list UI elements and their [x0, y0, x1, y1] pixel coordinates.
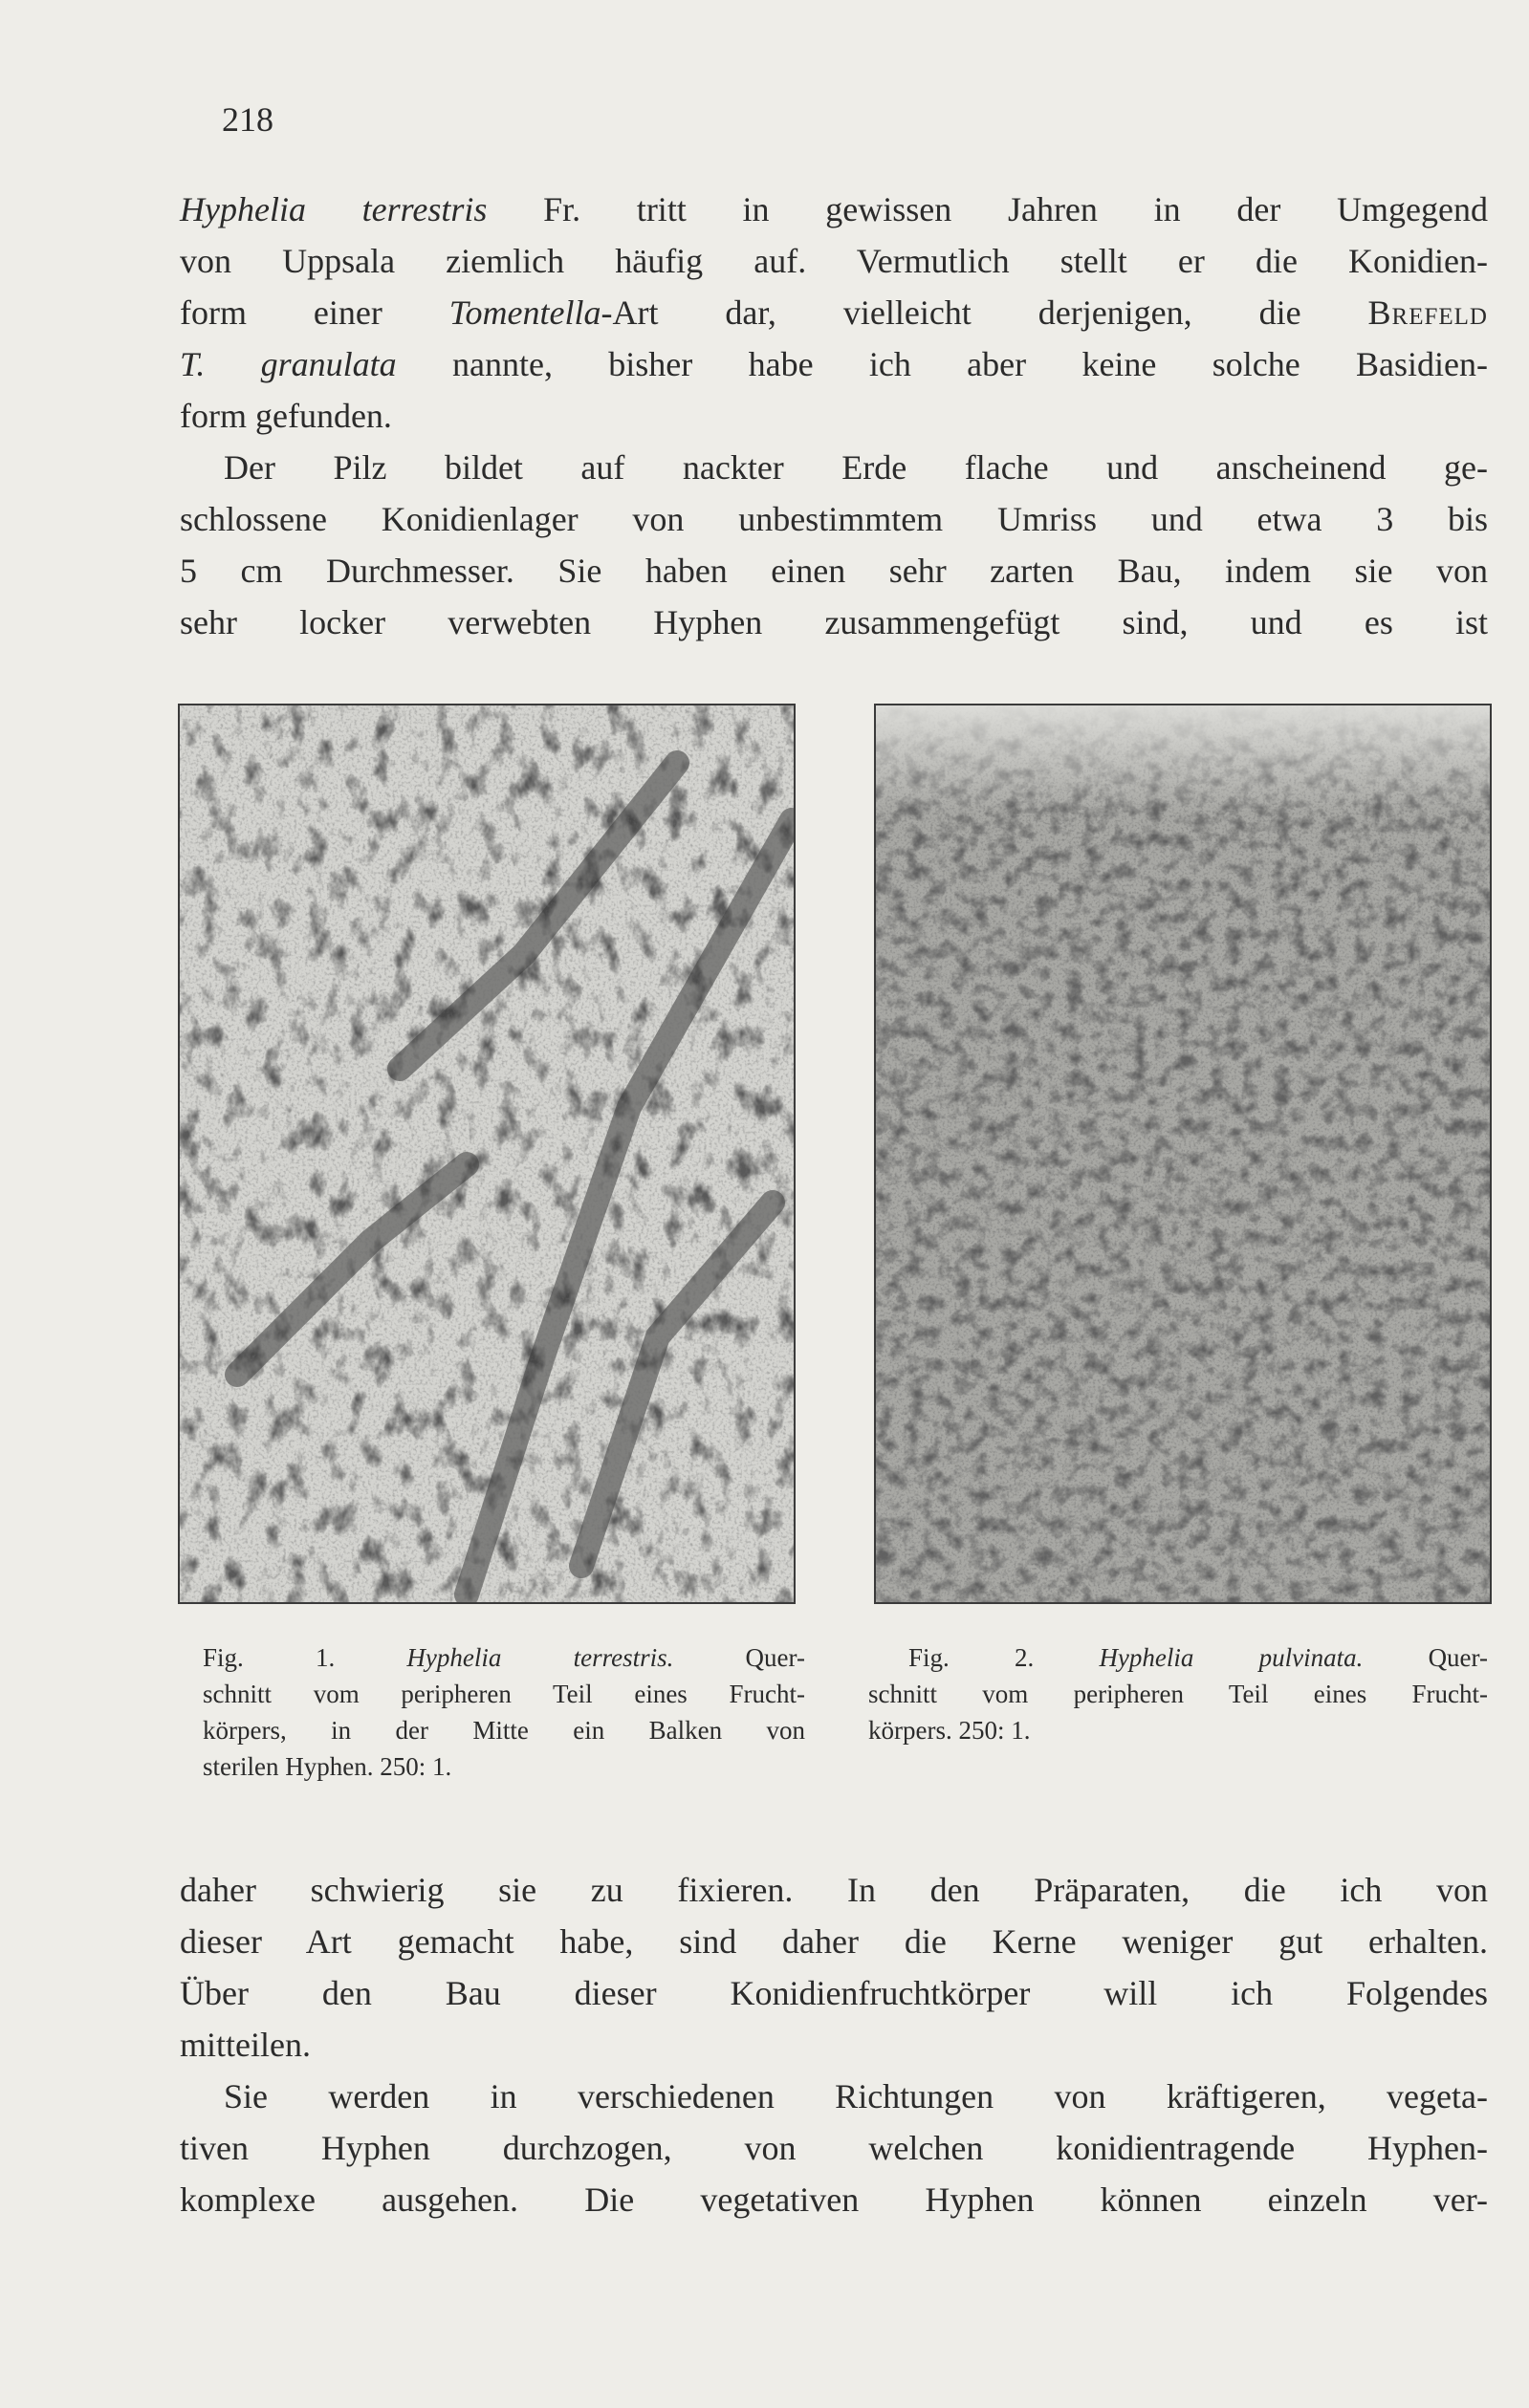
species-name: Hyphelia pulvinata.	[1099, 1643, 1364, 1672]
species-name: Hyphelia terrestris.	[406, 1643, 674, 1672]
caption-line: sterilen Hyphen. 250: 1.	[203, 1752, 452, 1781]
figure-2-caption	[868, 1639, 1488, 1748]
text-line: T. granulata nannte, bisher habe ich aber keine solche Basidien-	[180, 345, 1488, 383]
species-name: Hyphelia terrestris	[180, 190, 488, 228]
text-line: dieser Art gemacht habe, sind daher die Kerne weniger gut erhalten.	[180, 1922, 1488, 1961]
text-line: sehr locker verwebten Hyphen zusammengefügt sind, und es ist	[180, 603, 1488, 641]
micrograph-2-image	[876, 705, 1490, 1602]
text-line: form gefunden.	[180, 397, 392, 435]
text-line: 5 cm Durchmesser. Sie haben einen sehr zarten Bau, indem sie von	[180, 552, 1488, 590]
text-line: Der Pilz bildet auf nackter Erde flache und anscheinend ge-	[224, 448, 1488, 487]
text-line: daher schwierig sie zu fixieren. In den Präparaten, die ich von	[180, 1871, 1488, 1909]
author-name: Brefeld	[1367, 293, 1488, 332]
paragraph-fixation	[180, 1864, 1488, 2071]
paragraph-description	[180, 442, 1488, 648]
genus-name: Tomentella	[448, 293, 601, 332]
page-number: 218	[222, 100, 273, 139]
paragraph-intro	[180, 184, 1488, 442]
figure-1-caption	[203, 1639, 805, 1785]
caption-line: schnitt vom peripheren Teil eines Frucht-	[868, 1680, 1488, 1708]
figure-2-micrograph	[874, 704, 1492, 1604]
species-name: T. granulata	[180, 345, 397, 383]
text-line: tiven Hyphen durchzogen, von welchen konidientragende Hyphen-	[180, 2129, 1488, 2167]
caption-line: körpers, in der Mitte ein Balken von	[203, 1716, 805, 1745]
text-line: form einer Tomentella-Art dar, vielleicht derjenigen, die Brefeld	[180, 293, 1488, 332]
text-line: Über den Bau dieser Konidienfruchtkörper will ich Folgendes	[180, 1974, 1488, 2012]
figure-1-micrograph	[178, 704, 796, 1604]
text-line: Sie werden in verschiedenen Richtungen von kräftigeren, vegeta-	[224, 2077, 1488, 2115]
caption-line: Fig. 2. Hyphelia pulvinata. Quer-	[908, 1643, 1488, 1672]
caption-line: Fig. 1. Hyphelia terrestris. Quer-	[203, 1643, 805, 1672]
caption-line: körpers. 250: 1.	[868, 1716, 1031, 1745]
text-line: komplexe ausgehen. Die vegetativen Hyphen können einzeln ver-	[180, 2180, 1488, 2219]
text-line: schlossene Konidienlager von unbestimmtem Umriss und etwa 3 bis	[180, 500, 1488, 538]
micrograph-1-image	[180, 705, 794, 1602]
text-line: Hyphelia terrestris Fr. tritt in gewissen Jahren in der Umgegend	[180, 190, 1488, 228]
caption-line: schnitt vom peripheren Teil eines Frucht-	[203, 1680, 805, 1708]
text-line: von Uppsala ziemlich häufig auf. Vermutlich stellt er die Konidien-	[180, 242, 1488, 280]
paragraph-structure	[180, 2071, 1488, 2225]
text-line: mitteilen.	[180, 2026, 311, 2064]
